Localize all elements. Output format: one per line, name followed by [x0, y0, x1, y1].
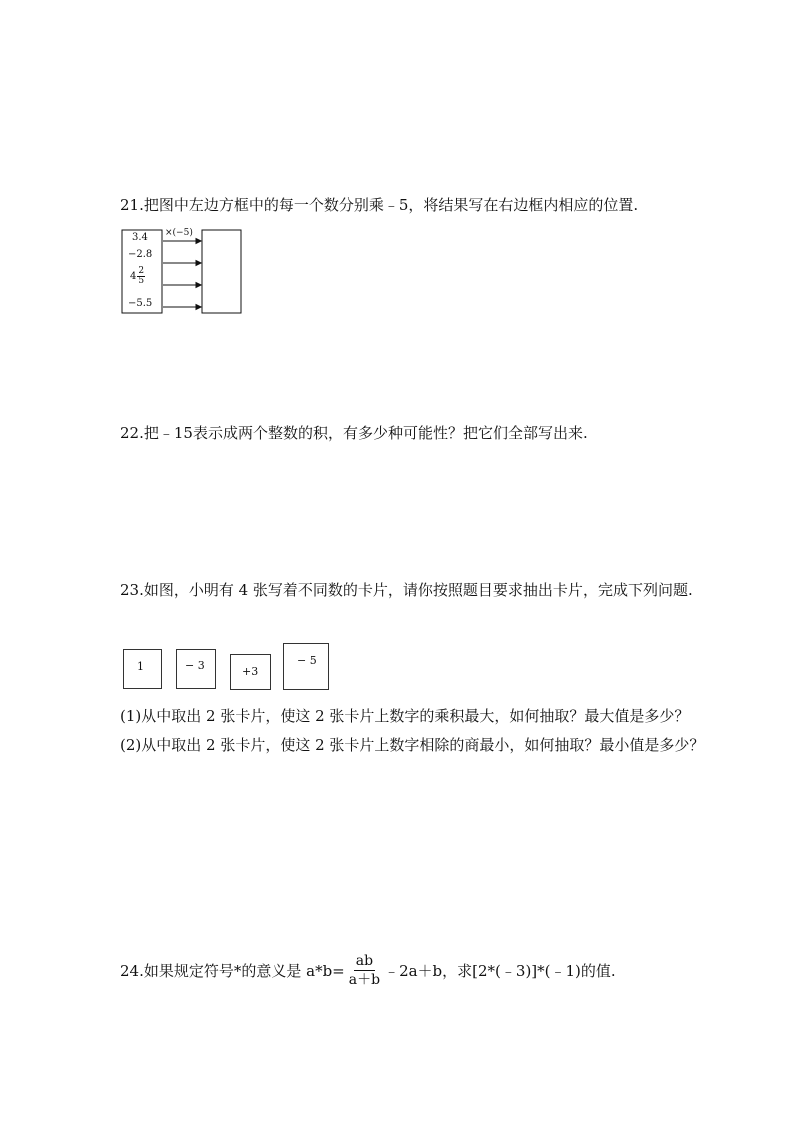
card-1: 1: [123, 649, 162, 689]
value-neg-2-8: −2.8: [128, 249, 153, 260]
operator-label: ×(−5): [165, 228, 193, 238]
fraction-ab-over-a-plus-b: [347, 952, 382, 989]
card-neg-5: − 5: [283, 643, 329, 690]
mixed-whole: 4: [130, 271, 137, 282]
question-23-part-2: (2)从中取出 2 张卡片，使这 2 张卡片上数字相除的商最小，如何抽取？最小值是多少？: [120, 736, 705, 754]
question-23-part-1: (1)从中取出 2 张卡片，使这 2 张卡片上数字的乘积最大，如何抽取？最大值是多少？: [120, 707, 690, 725]
mixed-numerator: 2: [138, 266, 145, 276]
card-pos-3: +3: [230, 654, 271, 690]
mixed-denominator: 5: [138, 276, 145, 286]
question-21-figure: [121, 229, 243, 315]
value-neg-5-5: −5.5: [128, 298, 153, 309]
question-24-prefix: 24.如果规定符号*的意义是 a*b=: [120, 961, 345, 980]
fraction-numerator: ab: [355, 952, 374, 969]
question-22-text: 22.把﹣15表示成两个整数的积，有多少种可能性？把它们全部写出来.: [120, 424, 588, 442]
question-21-text: 21.把图中左边方框中的每一个数分别乘﹣5，将结果写在右边框内相应的位置.: [120, 196, 639, 214]
value-mixed-4-2-5: [130, 267, 145, 286]
question-24-suffix: ﹣2a＋b，求[2*(﹣3)]*(﹣1)的值.: [384, 961, 616, 980]
card-neg-3: − 3: [176, 649, 216, 689]
question-24: [120, 948, 616, 992]
value-3-4: 3.4: [132, 232, 148, 243]
fraction-denominator: a＋b: [348, 971, 381, 988]
question-23-text: 23.如图，小明有 4 张写着不同数的卡片，请你按照题目要求抽出卡片，完成下列问题.: [120, 581, 693, 599]
